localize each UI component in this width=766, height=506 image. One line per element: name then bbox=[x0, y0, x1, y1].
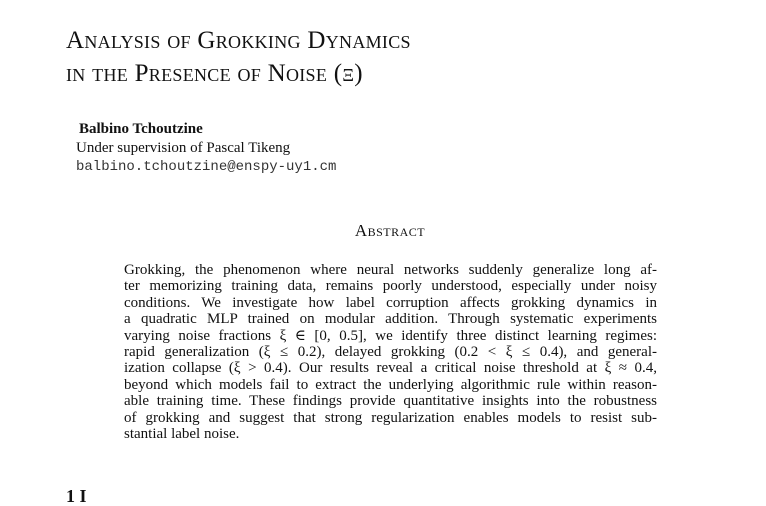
abstract-line: ter memorizing training data, remains poorly understood, especially under noisy bbox=[124, 278, 657, 295]
abstract-line: varying noise fractions ξ ∈ [0, 0.5], we identify three distinct learning regimes: bbox=[124, 327, 657, 344]
abstract-line: a quadratic MLP trained on modular addition. Through systematic experiments bbox=[124, 311, 657, 328]
paper-title-line-1: Analysis of Grokking Dynamics bbox=[66, 27, 411, 54]
author-email: balbino.tchoutzine@enspy-uy1.cm bbox=[76, 159, 337, 175]
abstract-heading: Abstract bbox=[354, 221, 426, 240]
abstract-line: stantial label noise. bbox=[124, 426, 240, 443]
author-name: Balbino Tchoutzine bbox=[79, 121, 203, 137]
abstract-line: Grokking, the phenomenon where neural networks suddenly generalize long af- bbox=[124, 262, 657, 278]
abstract-line: able training time. These findings provide quantitative insights into the robustness bbox=[124, 393, 657, 410]
supervisor-line: Under supervision of Pascal Tikeng bbox=[76, 140, 291, 156]
abstract-line: of grokking and suggest that strong regularization enables models to resist sub- bbox=[124, 409, 657, 426]
abstract-line: rapid generalization (ξ ≤ 0.2), delayed grokking (0.2 < ξ ≤ 0.4), and general- bbox=[124, 344, 657, 361]
abstract-line: beyond which models fail to extract the underlying algorithmic rule within reason- bbox=[124, 376, 657, 393]
author-block bbox=[76, 120, 336, 177]
abstract-line: conditions. We investigate how label corruption affects grokking dynamics in bbox=[124, 294, 657, 311]
paper-title-line-2: in the Presence of Noise (ξ) bbox=[66, 60, 363, 87]
abstract-line: ization collapse (ξ > 0.4). Our results reveal a critical noise threshold at ξ ≈ 0.4, bbox=[124, 360, 657, 377]
abstract-body bbox=[124, 262, 657, 442]
next-section-heading: 1 I bbox=[66, 486, 87, 506]
paper-title bbox=[66, 24, 411, 90]
